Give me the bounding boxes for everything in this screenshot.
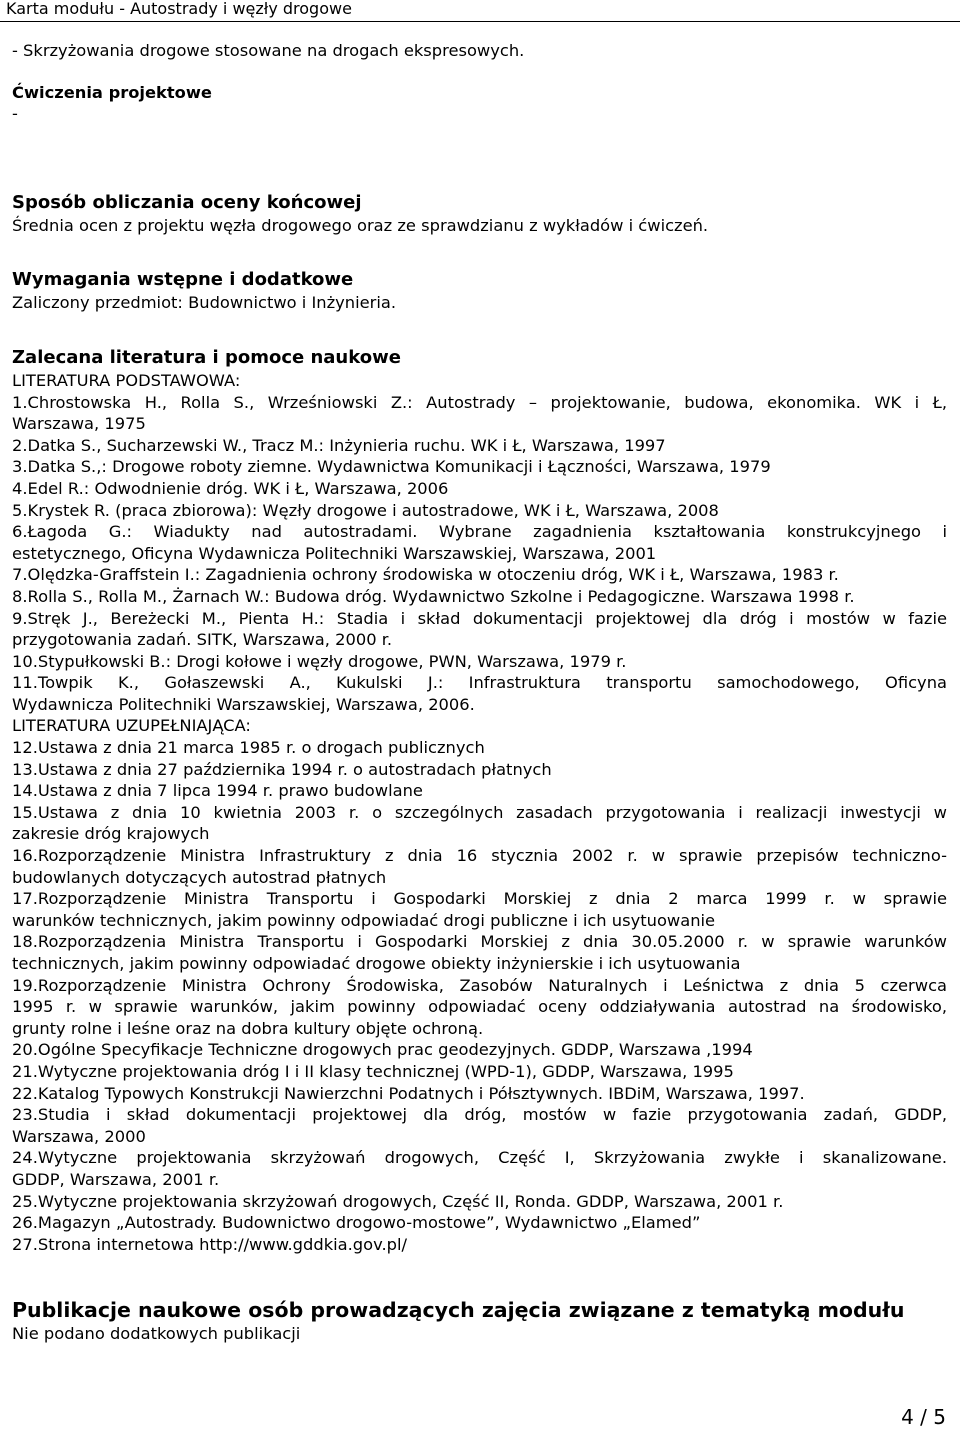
literature-line: 8.Rolla S., Rolla M., Żarnach W.: Budowa dróg. Wydawnictwo Szkolne i Pedagogiczne. Warszawa 1998 r.	[12, 586, 855, 606]
literature-line: 17.Rozporządzenie Ministra Transportu i Gospodarki Morskiej z dnia 2 marca 1999 r. w sprawie	[12, 889, 947, 909]
literature-line: 2.Datka S., Sucharzewski W., Tracz M.: Inżynieria ruchu. WK i Ł, Warszawa, 1997	[12, 435, 666, 455]
literature-line: 20.Ogólne Specyfikacje Techniczne drogowych prac geodezyjnych. GDDP, Warszawa ,1994	[12, 1040, 753, 1060]
page-number: 4 / 5	[901, 1405, 946, 1429]
intro-line: - Skrzyżowania drogowe stosowane na drogach ekspresowych.	[12, 41, 525, 60]
literature-line: 6.Łagoda G.: Wiadukty nad autostradami. Wybrane zagadnienia kształtowania konstrukcyjnego i	[12, 522, 947, 542]
literature-line: 15.Ustawa z dnia 10 kwietnia 2003 r. o szczególnych zasadach przygotowania i realizacji inwestycji w	[12, 802, 947, 822]
literature-line: 7.Olędzka-Graffstein I.: Zagadnienia ochrony środowiska w otoczeniu dróg, WK i Ł, Warszawa, 1983 r.	[12, 565, 839, 585]
literature-line: 26.Magazyn „Autostrady. Budownictwo drogowo-mostowe”, Wydawnictwo „Elamed”	[12, 1213, 701, 1233]
final-grade-body: Średnia ocen z projektu węzła drogowego oraz ze sprawdzianu z wykładów i ćwiczeń.	[12, 215, 709, 235]
literature-line: 1.Chrostowska H., Rolla S., Wrześniowski Z.: Autostrady – projektowanie, budowa, ekonomika. WK i Ł,	[12, 392, 947, 412]
publications-heading: Publikacje naukowe osób prowadzących zajęcia związane z tematyką modułu	[12, 1298, 905, 1323]
literature-line: grunty rolne i leśne oraz na dobra kultury objęte ochroną.	[12, 1018, 484, 1038]
literature-line: 14.Ustawa z dnia 7 lipca 1994 r. prawo budowlane	[12, 781, 423, 801]
literature-basic-label: LITERATURA PODSTAWOWA:	[12, 370, 241, 390]
literature-line: 16.Rozporządzenie Ministra Infrastruktury z dnia 16 stycznia 2002 r. w sprawie przepisów techniczno-	[12, 846, 947, 866]
requirements-heading: Wymagania wstępne i dodatkowe	[12, 269, 354, 291]
literature-line: technicznych, jakim powinny odpowiadać drogowe obiekty inżynierskie i ich usytuowania	[12, 954, 741, 973]
literature-line: 3.Datka S.,: Drogowe roboty ziemne. Wydawnictwa Komunikacji i Łączności, Warszawa, 1979	[12, 457, 771, 477]
literature-supplementary-label: LITERATURA UZUPEŁNIAJĄCA:	[12, 716, 251, 736]
page-header	[0, 0, 960, 22]
document-title: Karta modułu - Autostrady i węzły drogowe	[6, 0, 352, 18]
literature-heading: Zalecana literatura i pomoce naukowe	[12, 346, 401, 368]
literature-line: 1995 r. w sprawie warunków, jakim powinny odpowiadać oceny oddziaływania autostrad na środowisko,	[12, 997, 947, 1017]
document-body	[12, 40, 947, 1345]
literature-line: 4.Edel R.: Odwodnienie dróg. WK i Ł, Warszawa, 2006	[12, 478, 449, 498]
literature-line: Wydawnicza Politechniki Warszawskiej, Warszawa, 2006.	[12, 694, 475, 714]
final-grade-heading: Sposób obliczania oceny końcowej	[12, 191, 362, 213]
literature-line: Warszawa, 2000	[12, 1126, 146, 1146]
literature-line: 22.Katalog Typowych Konstrukcji Nawierzchni Podatnych i Półsztywnych. IBDiM, Warszawa, 1997.	[12, 1083, 805, 1103]
literature-line: przygotowania zadań. SITK, Warszawa, 2000 r.	[12, 630, 393, 650]
literature-line: 5.Krystek R. (praca zbiorowa): Węzły drogowe i autostradowe, WK i Ł, Warszawa, 2008	[12, 500, 719, 520]
literature-line: 21.Wytyczne projektowania dróg I i II klasy technicznej (WPD-1), GDDP, Warszawa, 1995	[12, 1061, 734, 1081]
literature-line: 12.Ustawa z dnia 21 marca 1985 r. o drogach publicznych	[12, 738, 485, 758]
literature-line: Warszawa, 1975	[12, 414, 146, 434]
requirements-body: Zaliczony przedmiot: Budownictwo i Inżynieria.	[12, 293, 397, 313]
literature-line: 23.Studia i skład dokumentacji projektowej dla dróg, mostów w fazie przygotowania zadań, GDDP,	[12, 1105, 947, 1125]
literature-line: estetycznego, Oficyna Wydawnicza Politechniki Warszawskiej, Warszawa, 2001	[12, 543, 657, 563]
literature-line: 9.Stręk J., Bereżecki M., Pienta H.: Stadia i skład dokumentacji projektowej dla dróg i mostów w fazie	[12, 608, 947, 628]
literature-line: 19.Rozporządzenie Ministra Ochrony Środowiska, Zasobów Naturalnych i Leśnictwa z dnia 5 czerwca	[12, 975, 947, 995]
literature-line: budowlanych dotyczących autostrad płatnych	[12, 867, 387, 887]
literature-line: 10.Stypułkowski B.: Drogi kołowe i węzły drogowe, PWN, Warszawa, 1979 r.	[12, 651, 627, 671]
literature-line: zakresie dróg krajowych	[12, 824, 210, 844]
literature-line: warunków technicznych, jakim powinny odpowiadać drogi publiczne i ich usytuowanie	[12, 910, 716, 930]
literature-line: GDDP, Warszawa, 2001 r.	[12, 1169, 220, 1189]
literature-line: 25.Wytyczne projektowania skrzyżowań drogowych, Część II, Ronda. GDDP, Warszawa, 2001 r.	[12, 1191, 784, 1211]
publications-body: Nie podano dodatkowych publikacji	[12, 1324, 301, 1344]
literature-line: 24.Wytyczne projektowania skrzyżowań drogowych, Część I, Skrzyżowania zwykłe i skanalizowane.	[12, 1148, 947, 1168]
literature-line: 27.Strona internetowa http://www.gddkia.gov.pl/	[12, 1234, 407, 1254]
exercises-heading: Ćwiczenia projektowe	[12, 82, 212, 102]
literature-line: 18.Rozporządzenia Ministra Transportu i Gospodarki Morskiej z dnia 30.05.2000 r. w sprawie warunków	[12, 932, 947, 952]
literature-line: 13.Ustawa z dnia 27 października 1994 r. o autostradach płatnych	[12, 759, 552, 779]
literature-line: 11.Towpik K., Gołaszewski A., Kukulski J.: Infrastruktura transportu samochodowego, Oficyna	[12, 673, 947, 693]
exercises-body: -	[12, 104, 18, 124]
